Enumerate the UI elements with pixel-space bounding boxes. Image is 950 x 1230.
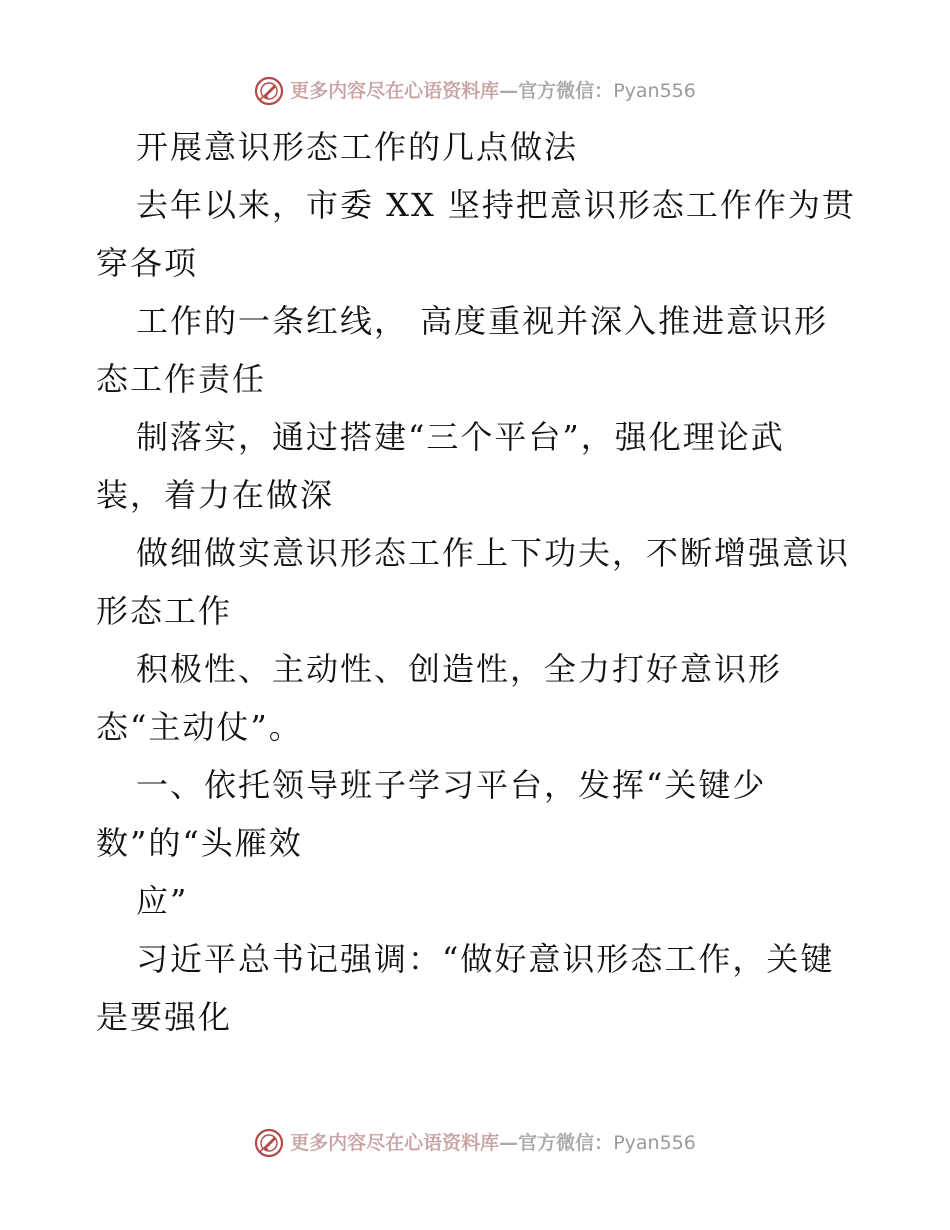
watermark-dash: — bbox=[499, 80, 519, 102]
paragraph-line: 制落实，通过搭建“三个平台”，强化理论武 bbox=[136, 418, 785, 456]
watermark-wechat-id: Pyan556 bbox=[613, 1132, 696, 1154]
paragraph-line: 形态工作 bbox=[96, 592, 233, 630]
document-title: 开展意识形态工作的几点做法 bbox=[136, 128, 579, 166]
section-heading-line: 数”的“头雁效 bbox=[96, 824, 303, 862]
paragraph-line: 是要强化 bbox=[96, 998, 233, 1036]
paragraph-line: 穿各项 bbox=[96, 244, 199, 282]
section-heading-line: 应” bbox=[136, 882, 189, 920]
paragraph-line: 做细做实意识形态工作上下功夫，不断增强意识 bbox=[136, 534, 851, 572]
paragraph-line: 工作的一条红线， 高度重视并深入推进意识形 bbox=[136, 302, 829, 340]
section-heading-line: 一、依托领导班子学习平台，发挥“关键少 bbox=[136, 766, 767, 804]
footer-watermark bbox=[0, 1128, 950, 1158]
stamp-logo-icon bbox=[254, 76, 284, 106]
paragraph-line: 装，着力在做深 bbox=[96, 476, 335, 514]
watermark-dash: — bbox=[499, 1132, 519, 1154]
stamp-logo-icon bbox=[254, 1128, 284, 1158]
header-watermark bbox=[0, 76, 950, 106]
paragraph-line: 去年以来，市委 XX 坚持把意识形态工作作为贯 bbox=[136, 186, 856, 224]
watermark-main-text: 更多内容尽在心语资料库 bbox=[290, 80, 500, 102]
watermark-tail-text: 官方微信： bbox=[518, 80, 614, 102]
watermark-tail-text: 官方微信： bbox=[518, 1132, 614, 1154]
paragraph-line: 习近平总书记强调：“做好意识形态工作，关键 bbox=[136, 940, 835, 978]
paragraph-line: 态“主动仗”。 bbox=[96, 708, 303, 746]
watermark-wechat-id: Pyan556 bbox=[613, 80, 696, 102]
paragraph-line: 积极性、主动性、创造性，全力打好意识形 bbox=[136, 650, 783, 688]
paragraph-line: 态工作责任 bbox=[96, 360, 267, 398]
watermark-main-text: 更多内容尽在心语资料库 bbox=[290, 1132, 500, 1154]
document-body bbox=[96, 118, 856, 1046]
